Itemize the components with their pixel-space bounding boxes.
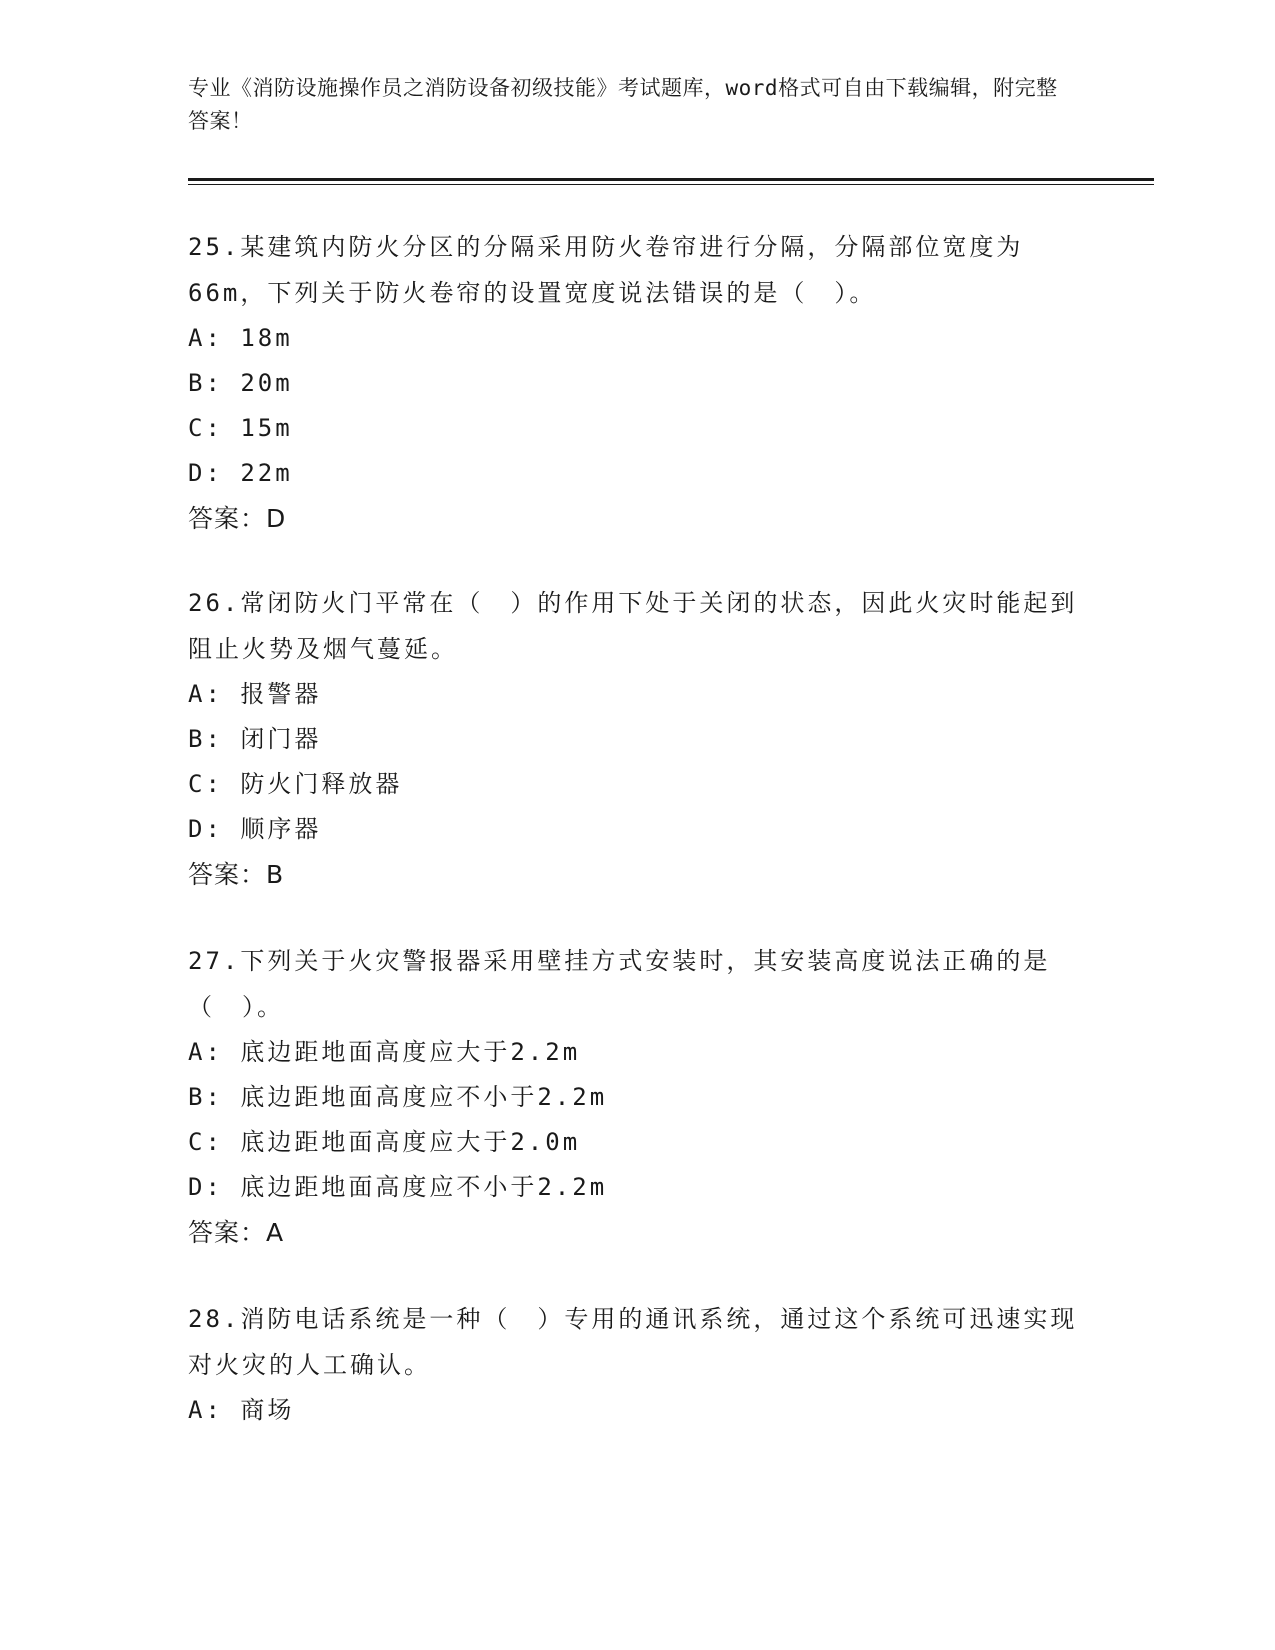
question-26 xyxy=(188,580,1088,898)
option-a: A: 18m xyxy=(188,324,293,352)
question-stem: 26.常闭防火门平常在（ ）的作用下处于关闭的状态，因此火灾时能起到阻止火势及烟气蔓延。 xyxy=(188,589,1078,663)
option-c: C: 防火门释放器 xyxy=(188,770,403,798)
question-stem: 28.消防电话系统是一种（ ）专用的通讯系统，通过这个系统可迅速实现对火灾的人工确认。 xyxy=(188,1305,1078,1379)
option-a: A: 报警器 xyxy=(188,680,322,708)
option-d: D: 顺序器 xyxy=(188,815,322,843)
document-header: 专业《消防设施操作员之消防设备初级技能》考试题库，word格式可自由下载编辑，附完整答案！ xyxy=(188,76,1058,133)
question-27 xyxy=(188,938,1088,1256)
option-a: A: 底边距地面高度应大于2.2m xyxy=(188,1038,581,1066)
question-25 xyxy=(188,224,1088,542)
option-c: C: 15m xyxy=(188,414,293,442)
answer-label: 答案：B xyxy=(188,860,285,889)
answer-label: 答案：D xyxy=(188,504,287,533)
option-b: B: 底边距地面高度应不小于2.2m xyxy=(188,1083,608,1111)
option-b: B: 20m xyxy=(188,369,293,397)
option-a: A: 商场 xyxy=(188,1396,295,1424)
option-d: D: 22m xyxy=(188,459,293,487)
question-28 xyxy=(188,1296,1088,1433)
answer-label: 答案：A xyxy=(188,1218,285,1247)
question-stem: 27.下列关于火灾警报器采用壁挂方式安装时，其安装高度说法正确的是（ ）。 xyxy=(188,947,1051,1021)
question-stem: 25.某建筑内防火分区的分隔采用防火卷帘进行分隔，分隔部位宽度为66m，下列关于防火卷帘的设置宽度说法错误的是（ ）。 xyxy=(188,233,1024,307)
option-b: B: 闭门器 xyxy=(188,725,322,753)
header-divider-thin xyxy=(188,184,1154,185)
option-d: D: 底边距地面高度应不小于2.2m xyxy=(188,1173,608,1201)
option-c: C: 底边距地面高度应大于2.0m xyxy=(188,1128,581,1156)
header-divider xyxy=(188,178,1154,181)
